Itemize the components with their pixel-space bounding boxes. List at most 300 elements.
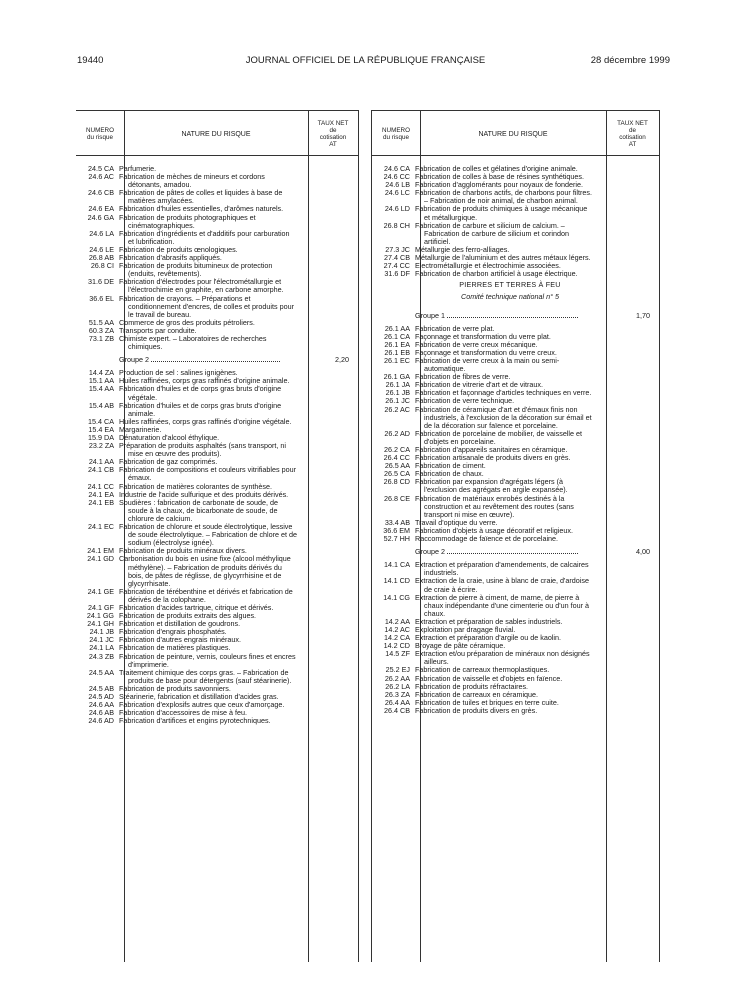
risk-code: 33.4 AB <box>384 517 410 527</box>
desc-text: Fabrication de térébenthine et dérivés et fabrication de dérivés de la colophane. <box>119 586 293 604</box>
desc-text: Huiles raffinées, corps gras raffinés d'origine végétale. <box>119 416 292 426</box>
risk-code: 73.1 ZB <box>88 333 114 343</box>
desc-text: Dénaturation d'alcool éthylique. <box>119 433 220 442</box>
rate-value <box>601 626 654 634</box>
risk-code: 24.1 LA <box>89 643 114 653</box>
desc-text: Fabrication de matières colorantes de synthèse. <box>119 481 273 491</box>
rate-value <box>303 402 353 418</box>
rate-value <box>601 618 654 626</box>
risk-description <box>119 717 303 725</box>
rate-value: 2,20 <box>335 355 349 365</box>
rate-value <box>601 675 654 683</box>
table-border <box>358 110 359 962</box>
rate-value <box>303 628 353 636</box>
rate-value <box>303 523 353 547</box>
risk-description <box>119 189 303 205</box>
risk-code: 24.6 CC <box>383 172 410 182</box>
desc-text: Fabrication de peinture, vernis, couleurs fines et encres d'imprimerie. <box>119 651 296 669</box>
desc-text: Fabrication d'explosifs autres que ceux d'amorçage. <box>119 700 285 710</box>
risk-code: 24.1 CB <box>88 465 114 475</box>
rate-value <box>303 418 353 426</box>
rate-value <box>601 634 654 642</box>
rate-value <box>601 381 654 389</box>
risk-code: 15.4 CA <box>88 416 114 426</box>
risk-code: 25.2 EJ <box>385 665 410 675</box>
rate-value <box>303 547 353 555</box>
risk-code: 24.1 CC <box>87 481 114 491</box>
rate-value <box>601 373 654 381</box>
rate-value <box>303 604 353 612</box>
desc-text: Fabrication de mèches de mineurs et cordons détonants, amadou. <box>119 172 265 190</box>
desc-text: Fabrication de céramique d'art et d'émaux finis non industriels, à l'exclusion de la décoration sur émail et de la décoration sur faïence et porcelaine. <box>415 404 592 430</box>
risk-code: 31.6 DE <box>88 277 114 287</box>
desc-text: Fabrication de colles et gélatines d'origine animale. <box>415 164 578 173</box>
risk-code: 14.2 CD <box>383 641 410 651</box>
risk-description <box>119 653 303 669</box>
rate-value <box>303 466 353 482</box>
desc-text: Extraction et préparation de sables industriels. <box>415 616 563 626</box>
header-nature: NATURE DU RISQUE <box>478 130 548 138</box>
risk-code: 26.1 CA <box>384 331 410 341</box>
group-label <box>415 312 601 320</box>
left-rows <box>76 165 358 725</box>
table-row <box>372 495 659 519</box>
risk-code: 24.5 AB <box>88 683 114 693</box>
rate-value <box>303 709 353 717</box>
desc-text: Stéarinerie, fabrication et distillation d'acides gras. <box>119 692 279 701</box>
table-row <box>372 189 659 205</box>
group-row <box>372 312 659 320</box>
risk-code: 14.4 ZA <box>88 368 114 378</box>
desc-text: Travail d'optique du verre. <box>415 517 498 527</box>
group-label <box>119 356 303 364</box>
desc-text: Façonnage et transformation du verre plat. <box>415 331 551 341</box>
desc-text: Fabrication de matières plastiques. <box>119 643 231 653</box>
risk-code: 26.1 JA <box>385 380 410 390</box>
group-row <box>76 356 358 364</box>
risk-code: 26.4 AA <box>384 697 410 707</box>
risk-description <box>415 189 601 205</box>
desc-text: Fabrication de pâtes de colles et liquides à base de matières amylacées. <box>119 188 283 206</box>
risk-description <box>415 478 601 494</box>
rate-value <box>303 555 353 587</box>
risk-description <box>415 707 601 715</box>
risk-code: 24.1 GD <box>87 554 114 564</box>
desc-text: Fabrication d'engrais phosphatés. <box>119 627 227 637</box>
desc-text: Métallurgie de l'aluminium et des autres métaux légers. <box>415 253 591 263</box>
risk-code: 24.6 EA <box>88 204 114 214</box>
risk-description <box>119 442 303 458</box>
rate-value: 4,00 <box>636 547 650 557</box>
risk-code: 26.1 EA <box>384 339 410 349</box>
desc-text: Fabrication d'huiles essentielles, d'arômes naturels. <box>119 204 284 214</box>
risk-code <box>372 548 415 556</box>
table-row <box>372 707 659 715</box>
rate-value <box>601 691 654 699</box>
table-row <box>372 222 659 246</box>
desc-text: Groupe 1 <box>415 310 445 320</box>
table-header <box>76 110 358 156</box>
desc-text: Electrométallurgie et électrochimie associées. <box>415 261 561 271</box>
desc-text: Extraction de pierre à ciment, de marne, de pierre à chaux indépendante d'une cimenterie ou d'un four à chaux. <box>415 592 589 618</box>
desc-text: Façonnage et transformation du verre creux. <box>415 347 557 357</box>
desc-text: Fabrication de produits minéraux divers. <box>119 546 247 556</box>
desc-text: Fabrication de fibres de verre. <box>415 372 511 382</box>
rate-value <box>303 189 353 205</box>
table-row <box>76 555 358 587</box>
table-row <box>372 357 659 373</box>
desc-text: Fabrication de ciment. <box>415 461 486 471</box>
risk-code: 24.6 CB <box>88 188 114 198</box>
risk-code: 26.8 CI <box>90 261 114 271</box>
rate-value <box>303 377 353 385</box>
table-row <box>76 335 358 351</box>
rate-value <box>601 246 654 254</box>
risk-code: 24.3 ZB <box>88 651 114 661</box>
rate-value <box>303 644 353 652</box>
risk-description <box>119 499 303 523</box>
rate-value <box>601 470 654 478</box>
risk-code: 26.1 EC <box>384 355 410 365</box>
risk-code: 24.5 CA <box>88 164 114 173</box>
risk-description <box>119 402 303 418</box>
risk-code: 24.6 AB <box>88 708 114 718</box>
table-row <box>76 385 358 401</box>
desc-text: Groupe 2 <box>415 547 445 557</box>
desc-text: Fabrication de carreaux en céramique. <box>415 689 539 699</box>
rate-value <box>601 254 654 262</box>
desc-text: Fabrication d'appareils sanitaires en céramique. <box>415 445 568 454</box>
risk-code: 26.1 JB <box>385 388 410 398</box>
risk-code: 26.1 EB <box>384 347 410 357</box>
risk-description <box>119 555 303 587</box>
risk-code: 27.4 CC <box>383 261 410 271</box>
table-row <box>76 442 358 458</box>
rate-value <box>303 254 353 262</box>
rate-value <box>601 189 654 205</box>
rate-value <box>303 205 353 213</box>
risk-description <box>119 588 303 604</box>
desc-text: Fabrication de chlorure et soude électrolytique, lessive de soude électrolytique. – Fabrication de chlore et de sodium (électrolyse ignée). <box>119 522 298 548</box>
table-row <box>76 278 358 294</box>
rate-value <box>303 588 353 604</box>
rate-value <box>601 650 654 666</box>
right-rows <box>372 165 659 715</box>
header-taux: TAUX NET de cotisation AT <box>617 120 648 148</box>
desc-text: Fabrication de verre creux mécanique. <box>415 339 538 349</box>
desc-text: Fabrication de produits chimiques à usage mécanique et métallurgique. <box>415 204 588 222</box>
section-subtitle <box>372 289 659 306</box>
desc-text: Industrie de l'acide sulfurique et des produits dérivés. <box>119 489 289 499</box>
risk-description <box>119 230 303 246</box>
desc-text: Commerce de gros des produits pétroliers. <box>119 317 255 327</box>
rate-value <box>601 478 654 494</box>
desc-text: Fabrication de vaisselle et d'objets en faïence. <box>415 673 563 683</box>
rate-value <box>601 430 654 446</box>
desc-text: Fabrication de produits œnologiques. <box>119 244 238 254</box>
risk-code: 24.6 CA <box>384 164 410 173</box>
risk-code: 60.3 ZA <box>88 325 114 335</box>
rate-value <box>601 165 654 173</box>
table-row <box>76 523 358 547</box>
risk-code: 15.4 EA <box>88 424 114 434</box>
rate-value <box>303 426 353 434</box>
table-row <box>372 406 659 430</box>
risk-description <box>119 278 303 294</box>
rate-value <box>303 165 353 173</box>
risk-code: 15.1 AA <box>88 376 114 386</box>
risk-code: 26.1 JC <box>385 396 410 406</box>
desc-text: Transports par conduite. <box>119 325 197 335</box>
rate-value <box>303 483 353 491</box>
rate-value <box>303 693 353 701</box>
group-label <box>415 548 601 556</box>
rate-value <box>601 222 654 246</box>
desc-text: Fabrication de matériaux enrobés destinés à la construction et au revêtement des routes (sans transport ni mise en œuvre). <box>415 493 574 519</box>
rate-value <box>601 333 654 341</box>
rate-value <box>601 270 654 278</box>
desc-text: Fabrication d'artifices et engins pyrotechniques. <box>119 716 271 726</box>
desc-text: Fabrication d'objets à usage décoratif et religieux. <box>415 525 573 535</box>
risk-description <box>415 495 601 519</box>
rate-value <box>303 653 353 669</box>
desc-text: Fabrication de vitrerie d'art et de vitraux. <box>415 380 544 390</box>
table-header <box>372 110 659 156</box>
desc-text: Fabrication de carbure et silicium de calcium. – Fabrication de carbure de silicium et corindon artificiel. <box>415 220 570 246</box>
desc-text: Margarinerie. <box>119 424 162 434</box>
risk-code: 26.8 CH <box>383 220 410 230</box>
desc-text: Fabrication de porcelaine de mobilier, de vaisselle et d'objets en porcelaine. <box>415 428 583 446</box>
risk-description <box>119 669 303 685</box>
publication-date: 28 décembre 1999 <box>590 55 670 66</box>
risk-code: 24.1 GH <box>87 619 114 629</box>
risk-description <box>119 295 303 319</box>
risk-code: 36.6 EL <box>89 293 114 303</box>
desc-text: Fabrication de crayons. – Préparations et conditionnement d'encres, de colles et produits pour le travail de bureau. <box>119 293 294 319</box>
table-row <box>76 295 358 319</box>
risk-description <box>415 205 601 221</box>
rate-value <box>303 499 353 523</box>
rate-value <box>601 462 654 470</box>
risk-code: 36.6 EM <box>383 525 410 535</box>
risk-description <box>119 214 303 230</box>
risk-code: 24.1 GE <box>87 586 114 596</box>
risk-description <box>415 594 601 618</box>
rate-value <box>601 325 654 333</box>
risk-code: 14.1 CA <box>384 560 410 570</box>
rate-value <box>601 173 654 181</box>
committee-label: Comité technique national n° 5 <box>461 292 559 302</box>
risk-code: 24.6 LD <box>384 204 410 214</box>
risk-code: 26.3 ZA <box>384 689 410 699</box>
desc-text: Fabrication de verre technique. <box>415 396 515 406</box>
risk-code: 15.4 AB <box>88 400 114 410</box>
leader-dots <box>151 356 280 362</box>
desc-text: Fabrication d'huiles et de corps gras bruts d'origine animale. <box>119 400 282 418</box>
desc-text: Fabrication d'électrodes pour l'électrométallurgie et l'électrochimie en graphite, en carbone amorphe. <box>119 277 284 295</box>
table-row <box>76 262 358 278</box>
risk-code <box>372 312 415 320</box>
table-row <box>372 577 659 593</box>
desc-text: Fabrication de produits réfractaires. <box>415 681 529 691</box>
rate-value <box>303 620 353 628</box>
desc-text: Fabrication par expansion d'agrégats légers (à l'exclusion des agrégats en argile expansée). <box>415 477 568 495</box>
desc-text: Extraction et/ou préparation de minéraux non désignés ailleurs. <box>415 649 590 667</box>
leader-dots <box>447 548 578 554</box>
desc-text: Production de sel : salines ignigènes. <box>119 368 238 378</box>
risk-description <box>415 577 601 593</box>
rate-value <box>303 434 353 442</box>
risk-code: 26.2 AA <box>384 673 410 683</box>
desc-text: Fabrication d'ingrédients et d'additifs pour carburation et lubrification. <box>119 228 290 246</box>
rate-value <box>303 230 353 246</box>
risk-code: 24.5 AA <box>88 667 114 677</box>
rate-value <box>303 491 353 499</box>
desc-text: Groupe 2 <box>119 355 149 365</box>
rate-value <box>601 341 654 349</box>
desc-text: Fabrication et façonnage d'articles techniques en verre. <box>415 388 592 398</box>
rate-value <box>601 349 654 357</box>
desc-text: Fabrication de chaux. <box>415 469 484 479</box>
desc-text: Fabrication de verre creux à la main ou semi-automatique. <box>415 355 560 374</box>
rate-value <box>601 205 654 221</box>
risk-code: 26.5 AA <box>384 461 410 471</box>
table-row <box>372 430 659 446</box>
rate-value <box>303 295 353 319</box>
header-numero: NUMERO du risque <box>382 127 410 141</box>
risk-code: 24.1 AA <box>88 457 114 467</box>
rate-value <box>601 446 654 454</box>
rate-value <box>601 181 654 189</box>
risk-code: 14.2 CA <box>384 633 410 643</box>
section-title <box>372 278 659 289</box>
table-row <box>76 173 358 189</box>
desc-text: Raccommodage de faïence et de porcelaine. <box>415 534 559 544</box>
table-row <box>76 466 358 482</box>
desc-text: Soudières : fabrication de carbonate de soude, de soude à la chaux, de bicarbonate de soude, de chlorure de calcium. <box>119 497 279 523</box>
rate-value: 1,70 <box>636 310 650 320</box>
risk-code: 24.1 EB <box>88 497 114 507</box>
desc-text: Fabrication d'abrasifs appliqués. <box>119 253 222 263</box>
desc-text: Préparation de produits asphaltés (sans transport, ni mise en œuvre des produits). <box>119 441 287 459</box>
risk-description <box>415 270 601 278</box>
rate-value <box>303 385 353 401</box>
risk-code: 24.6 LC <box>384 188 410 198</box>
risk-description <box>119 466 303 482</box>
right-table <box>372 110 659 962</box>
rate-value <box>303 246 353 254</box>
risk-code <box>76 356 119 364</box>
risk-description <box>415 430 601 446</box>
table-row <box>372 650 659 666</box>
rate-value <box>303 717 353 725</box>
header-numero: NUMERO du risque <box>86 127 114 141</box>
header-nature: NATURE DU RISQUE <box>181 130 251 138</box>
risk-code: 24.6 AD <box>88 716 114 726</box>
risk-code: 24.5 AD <box>88 692 114 701</box>
rate-value <box>601 519 654 527</box>
risk-description <box>415 357 601 373</box>
risk-code: 26.2 AD <box>384 428 410 438</box>
rate-value <box>601 389 654 397</box>
risk-code: 26.8 CE <box>384 493 410 503</box>
desc-text: Fabrication artisanale de produits divers en grès. <box>415 453 571 463</box>
risk-code: 27.3 JC <box>385 244 410 254</box>
risk-description <box>415 650 601 666</box>
risk-code: 26.2 LA <box>385 681 410 691</box>
desc-text: Fabrication de produits divers en grès. <box>415 705 538 715</box>
desc-text: Extraction de la craie, usine à blanc de craie, d'ardoise de craie à écrire. <box>415 576 589 594</box>
table-border <box>659 110 660 962</box>
risk-code: 24.1 EC <box>88 522 114 532</box>
rate-value <box>303 278 353 294</box>
risk-code: 24.1 GF <box>88 602 114 612</box>
desc-text: Fabrication de produits extraits des algues. <box>119 611 257 621</box>
desc-text: Fabrication de gaz comprimés. <box>119 457 218 467</box>
journal-title: JOURNAL OFFICIEL DE LA RÉPUBLIQUE FRANÇAISE <box>245 55 486 66</box>
desc-text: Parfumerie. <box>119 164 157 173</box>
desc-text: Fabrication de charbon artificiel à usage électrique. <box>415 269 578 279</box>
risk-description <box>119 173 303 189</box>
rate-value <box>601 527 654 535</box>
risk-description <box>119 385 303 401</box>
section-heading: PIERRES ET TERRES À FEU <box>459 280 561 290</box>
table-row <box>372 205 659 221</box>
risk-code: 26.4 CC <box>383 453 410 463</box>
rate-value <box>303 685 353 693</box>
rate-value <box>601 577 654 593</box>
risk-code: 24.1 EM <box>87 546 114 556</box>
desc-text: Fabrication de produits bitumineux de protection (enduits, revêtements). <box>119 261 273 279</box>
rate-value <box>303 612 353 620</box>
rate-value <box>601 454 654 462</box>
rate-value <box>601 642 654 650</box>
table-row <box>372 478 659 494</box>
desc-text: Extraction et préparation d'argile ou de kaolin. <box>415 633 562 643</box>
risk-code: 24.1 GG <box>86 611 114 621</box>
desc-text: Broyage de pâte céramique. <box>415 641 506 651</box>
risk-code: 24.1 EA <box>88 489 114 499</box>
rate-value <box>601 262 654 270</box>
table-row <box>76 214 358 230</box>
risk-code: 26.1 GA <box>383 372 410 382</box>
risk-code: 23.2 ZA <box>88 441 114 451</box>
risk-description <box>119 523 303 547</box>
table-row <box>76 499 358 523</box>
desc-text: Fabrication d'acides tartrique, citrique et dérivés. <box>119 602 274 612</box>
risk-code: 26.8 AB <box>88 253 114 263</box>
desc-text: Fabrication de compositions et couleurs vitrifiables pour émaux. <box>119 465 296 483</box>
risk-description <box>415 222 601 246</box>
table-row <box>76 402 358 418</box>
desc-text: Fabrication d'autres engrais minéraux. <box>119 635 242 645</box>
risk-code: 24.6 LE <box>89 244 114 254</box>
left-table <box>76 110 358 962</box>
risk-code: 27.4 CB <box>384 253 410 263</box>
desc-text: Métallurgie des ferro-alliages. <box>415 244 510 254</box>
risk-code: 26.2 CA <box>384 445 410 454</box>
risk-code: 14.2 AC <box>384 624 410 634</box>
desc-text: Fabrication de colles à base de résines synthétiques. <box>415 172 585 182</box>
desc-text: Fabrication de charbons actifs, de charbons pour filtres. – Fabrication de noir animal, de charbon animal. <box>415 188 592 206</box>
desc-text: Fabrication de carreaux thermoplastiques. <box>415 665 550 675</box>
desc-text: Fabrication d'accessoires de mise à feu. <box>119 708 248 718</box>
rate-value <box>601 594 654 618</box>
risk-code: 24.1 JC <box>89 635 114 645</box>
risk-code: 14.1 CG <box>383 592 410 602</box>
header-taux: TAUX NET de cotisation AT <box>317 120 349 148</box>
table-row <box>76 717 358 725</box>
